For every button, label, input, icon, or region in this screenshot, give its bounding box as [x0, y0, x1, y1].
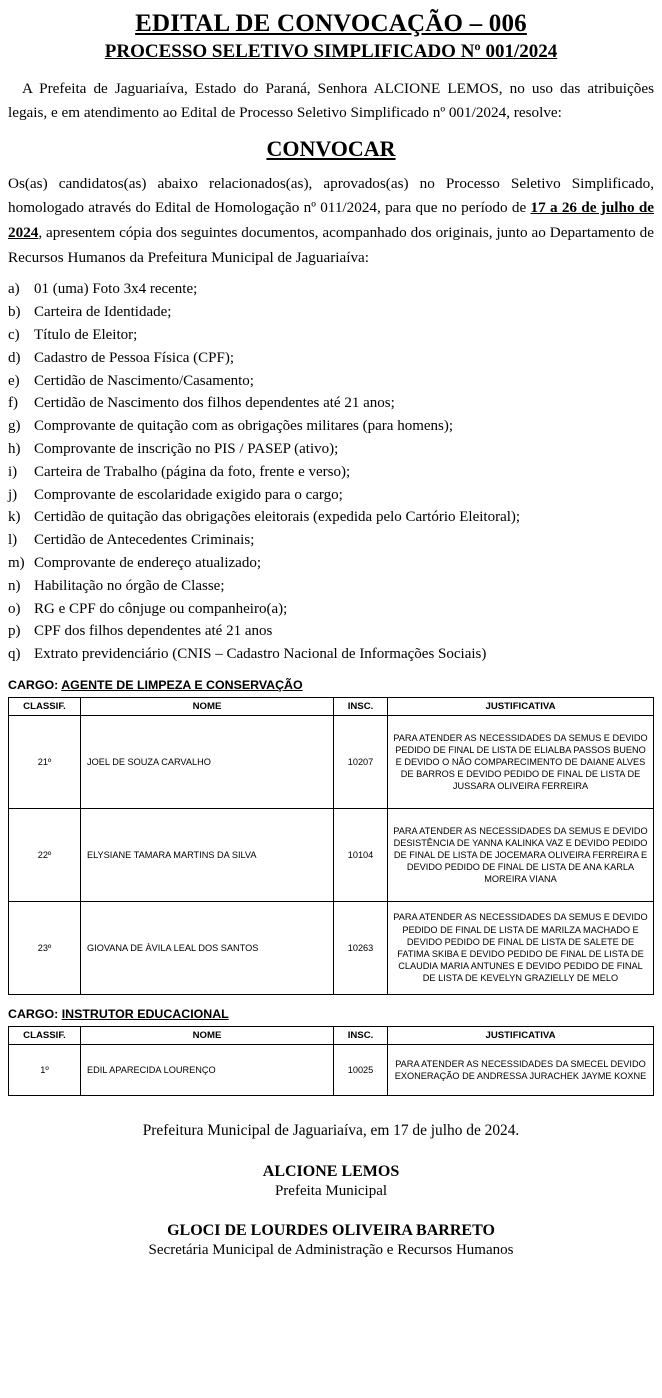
list-item [8, 392, 654, 415]
signature-block-prefeita [8, 1162, 654, 1202]
table-row [9, 1044, 654, 1095]
cell-insc: 10025 [334, 1044, 388, 1095]
cargo-heading-1 [8, 678, 654, 692]
list-item [8, 301, 654, 324]
list-text: RG e CPF do cônjuge ou companheiro(a); [34, 600, 288, 617]
cell-insc: 10263 [334, 901, 388, 994]
table-header-row [9, 697, 654, 715]
list-text: Certidão de Nascimento/Casamento; [34, 372, 254, 389]
cell-nome: EDIL APARECIDA LOURENÇO [81, 1044, 334, 1095]
list-marker: b) [8, 304, 21, 321]
list-text: Carteira de Identidade; [34, 304, 172, 321]
list-marker: g) [8, 418, 21, 435]
list-item [8, 575, 654, 598]
cell-nome: ELYSIANE TAMARA MARTINS DA SILVA [81, 808, 334, 901]
cell-classif: 1º [9, 1044, 81, 1095]
convocar-heading: CONVOCAR [266, 135, 396, 161]
cargo-value: INSTRUTOR EDUCACIONAL [61, 1006, 229, 1021]
cell-nome: JOEL DE SOUZA CARVALHO [81, 715, 334, 808]
signature-name: ALCIONE LEMOS [262, 1162, 400, 1180]
cell-insc: 10104 [334, 808, 388, 901]
column-header-justificativa: JUSTIFICATIVA [388, 1026, 654, 1044]
list-marker: d) [8, 349, 21, 366]
column-header-classif: CLASSIF. [9, 1026, 81, 1044]
list-marker: p) [8, 623, 21, 640]
cargo-label: CARGO: [8, 1006, 62, 1021]
cell-classif: 22º [9, 808, 81, 901]
table-row [9, 901, 654, 994]
cell-justificativa: PARA ATENDER AS NECESSIDADES DA SEMUS E DEVIDO DESISTÊNCIA DE YANNA KALINKA VAZ E DEVIDO PEDIDO DE FINAL DE LISTA DE JOCEMARA OLIVEIRA FERREIRA E DEVIDO PEDIDO DE FINAL DE LISTA DE ANA KARLA MOREIRA VIANA [388, 808, 654, 901]
period-highlight: 17 a 26 de julho de 2024 [8, 199, 655, 242]
list-marker: h) [8, 440, 21, 457]
list-marker: a) [8, 281, 20, 298]
body-part-1: Os(as) candidatos(as) abaixo relacionados(as), aprovados(as) no Processo Seletivo Simplificado, homologado através do Edital de Homologação nº 011/2024, para que no período de [8, 174, 654, 217]
document-subtitle: PROCESSO SELETIVO SIMPLIFICADO Nº 001/2024 [104, 40, 558, 62]
column-header-insc: INSC. [334, 697, 388, 715]
intro-paragraph: A Prefeita de Jaguariaíva, Estado do Paraná, Senhora ALCIONE LEMOS, no uso das atribuições legais, e em atendimento ao Edital de Processo Seletivo Simplificado nº 001/2024, resolve: [8, 79, 654, 122]
list-marker: f) [8, 395, 18, 412]
list-marker: e) [8, 372, 20, 389]
list-text: Cadastro de Pessoa Física (CPF); [34, 349, 234, 366]
list-text: Comprovante de inscrição no PIS / PASEP (ativo); [34, 440, 339, 457]
list-text: Carteira de Trabalho (página da foto, frente e verso); [34, 463, 351, 480]
list-text: CPF dos filhos dependentes até 21 anos [34, 623, 273, 640]
list-text: Habilitação no órgão de Classe; [34, 577, 225, 594]
column-header-nome: NOME [81, 1026, 334, 1044]
closing-place-date: Prefeitura Municipal de Jaguariaíva, em 17 de julho de 2024. [142, 1121, 520, 1139]
list-item [8, 506, 654, 529]
cell-classif: 21º [9, 715, 81, 808]
list-text: Certidão de Nascimento dos filhos dependentes até 21 anos; [34, 395, 395, 412]
list-text: Comprovante de endereço atualizado; [34, 554, 261, 571]
list-item [8, 347, 654, 370]
table-row [9, 715, 654, 808]
list-item [8, 529, 654, 552]
list-text: Certidão de Antecedentes Criminais; [34, 532, 255, 549]
list-marker: k) [8, 509, 21, 526]
candidates-table-2 [8, 1026, 654, 1096]
cargo-label: CARGO: [8, 677, 62, 692]
signature-role: Secretária Municipal de Administração e Recursos Humanos [148, 1242, 514, 1259]
body-part-2: , apresentem cópia dos seguintes documentos, acompanhado dos originais, junto ao Departamento de Recursos Humanos da Prefeitura Municipal de Jaguariaíva: [8, 224, 654, 266]
table-row [9, 808, 654, 901]
list-item [8, 484, 654, 507]
cell-classif: 23º [9, 901, 81, 994]
cell-justificativa: PARA ATENDER AS NECESSIDADES DA SEMUS E DEVIDO PEDIDO DE FINAL DE LISTA DE ELIALBA PASSOS BUENO E DEVIDO O NÃO COMPARECIMENTO DE DAIANE ALVES DE BARROS E DEVIDO PEDIDO DE FINAL DE LISTA DE JUSSARA OLIVEIRA FERREIRA [388, 715, 654, 808]
candidates-table-1 [8, 697, 654, 995]
cell-justificativa: PARA ATENDER AS NECESSIDADES DA SMECEL DEVIDO EXONERAÇÃO DE ANDRESSA JURACHEK JAYME KOXNE [388, 1044, 654, 1095]
cargo-value: AGENTE DE LIMPEZA E CONSERVAÇÃO [61, 677, 303, 692]
list-item [8, 370, 654, 393]
list-marker: q) [8, 646, 21, 663]
list-item [8, 278, 654, 301]
list-text: Comprovante de escolaridade exigido para o cargo; [34, 486, 343, 503]
cell-justificativa: PARA ATENDER AS NECESSIDADES DA SEMUS E DEVIDO PEDIDO DE FINAL DE LISTA DE MARILZA MACHADO E DEVIDO PEDIDO DE FINAL DE LISTA DE SALETE DE FATIMA SKIBA E DEVIDO PEDIDO DE FINAL DE LISTA DE CLAUDIA MARIA ANTUNES E DEVIDO PEDIDO DE FINAL DE LISTA DE KEVELYN GRAZIELLY DE MELO [388, 901, 654, 994]
column-header-nome: NOME [81, 697, 334, 715]
list-item [8, 598, 654, 621]
signature-name: GLOCI DE LOURDES OLIVEIRA BARRETO [167, 1222, 495, 1240]
list-item [8, 620, 654, 643]
column-header-justificativa: JUSTIFICATIVA [388, 697, 654, 715]
cell-nome: GIOVANA DE ÀVILA LEAL DOS SANTOS [81, 901, 334, 994]
signature-block-secretaria [8, 1221, 654, 1261]
list-marker: m) [8, 554, 25, 571]
list-marker: c) [8, 326, 20, 343]
list-text: Extrato previdenciário (CNIS – Cadastro Nacional de Informações Sociais) [34, 646, 487, 663]
list-marker: l) [8, 532, 18, 549]
list-item [8, 324, 654, 347]
list-text: 01 (uma) Foto 3x4 recente; [34, 281, 198, 298]
documents-list [8, 278, 654, 666]
list-marker: n) [8, 577, 21, 594]
body-paragraph [8, 172, 654, 271]
signature-role: Prefeita Municipal [274, 1182, 388, 1199]
list-text: Certidão de quitação das obrigações eleitorais (expedida pelo Cartório Eleitoral); [34, 509, 521, 526]
list-marker: i) [8, 463, 18, 480]
cargo-heading-2 [8, 1007, 654, 1021]
list-marker: o) [8, 600, 21, 617]
list-text: Título de Eleitor; [34, 326, 138, 343]
list-marker: j) [8, 486, 18, 503]
list-item [8, 643, 654, 666]
table-header-row [9, 1026, 654, 1044]
list-item [8, 552, 654, 575]
document-title: EDITAL DE CONVOCAÇÃO – 006 [135, 10, 527, 37]
list-item [8, 415, 654, 438]
column-header-insc: INSC. [334, 1026, 388, 1044]
list-text: Comprovante de quitação com as obrigações militares (para homens); [34, 418, 454, 435]
list-item [8, 461, 654, 484]
cell-insc: 10207 [334, 715, 388, 808]
list-item [8, 438, 654, 461]
column-header-classif: CLASSIF. [9, 697, 81, 715]
